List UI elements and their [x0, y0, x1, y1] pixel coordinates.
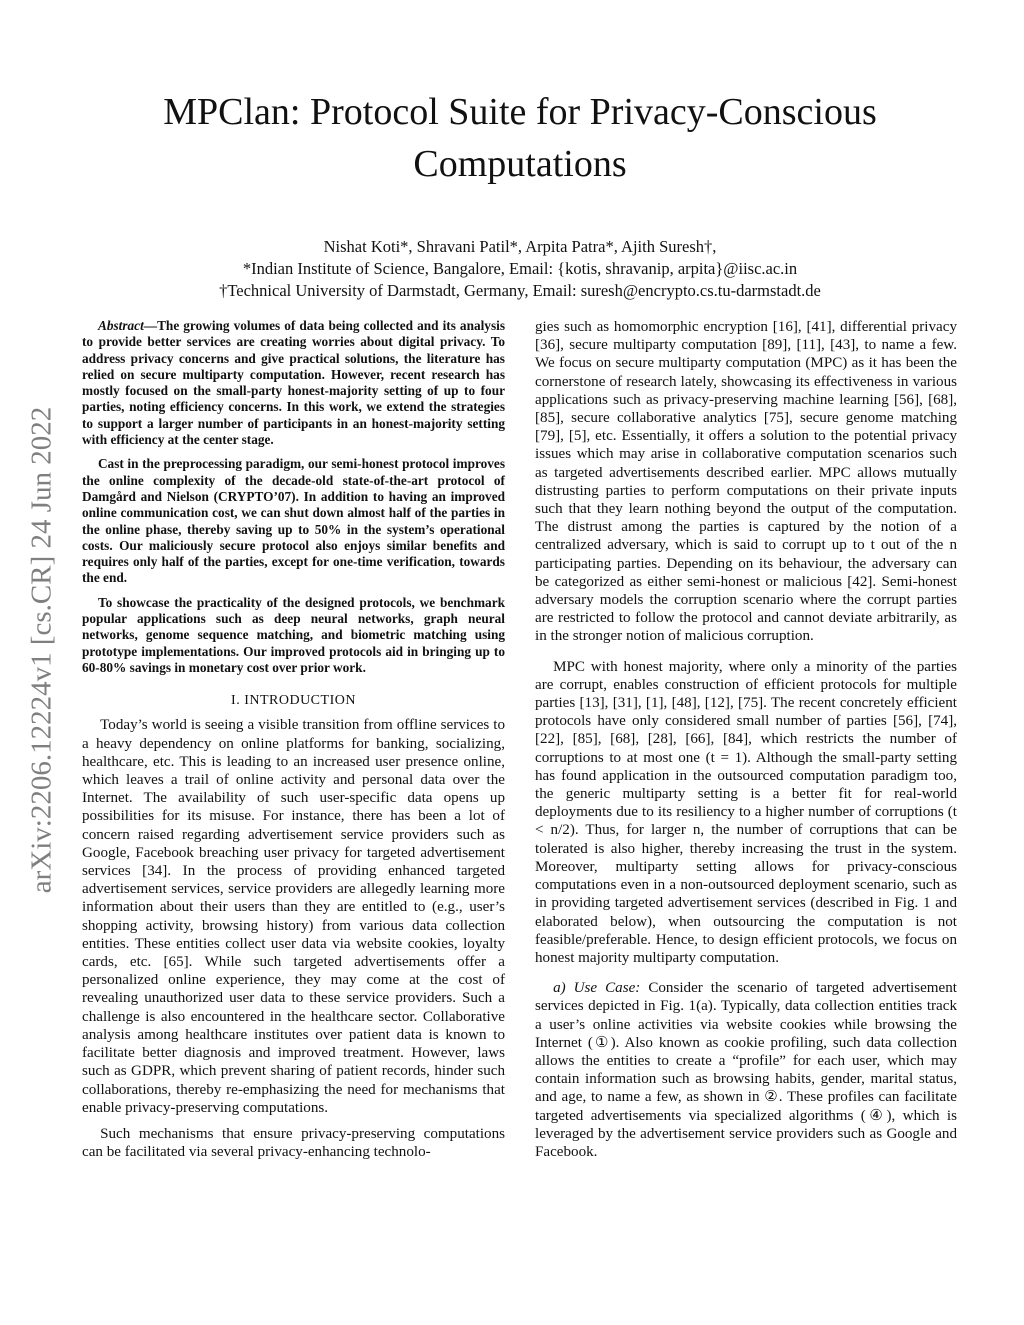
left-column	[82, 318, 505, 1161]
body-paragraph-honest-majority: MPC with honest majority, where only a minority of the parties are corrupt, enables construction of efficient protocols for multiple parties [13], [31], [1], [48], [12], [75]. The recent concretely efficient protocols have only considered small number of parties [56], [74], [22], [85], [68], [28], [66], [84], which restricts the number of corruptions to at most one (t = 1). Although the small-party setting has found application in the outsourced computation paradigm too, the generic multiparty setting is a better fit for real-world deployments due to its resiliency to a higher number of corruptions (t < n/2). Thus, for larger n, the number of corruptions that can be tolerated is also higher, thereby increasing the trust in the system. Moreover, multiparty setting allows for privacy-conscious computations even in a non-outsourced deployment scenario, such as in providing targeted advertisement services (described in Fig. 1 and elaborated below), when outsourcing the computation is not feasible/preferable. Hence, to design efficient protocols, we focus on honest majority multiparty computation.	[535, 658, 957, 966]
affiliation-tu-darmstadt: †Technical University of Darmstadt, Germany, Email: suresh@encrypto.cs.tu-darmstadt.de	[219, 281, 821, 300]
author-block	[100, 236, 940, 302]
body-paragraph-use-case: a) Use Case: Consider the scenario of targeted advertisement services depicted in Fig. 1(a). Typically, data collection entities track a user’s online activities via website cookies while browsing the Internet (①). Also known as cookie profiling, such data collection allows the entities to create a “profile” for each user, which may contain information such as browsing habits, gender, marital status, and age, to name a few, as shown in ②. These profiles can facilitate targeted advertisements via specialized algorithms (④), which is leveraged by the advertisement service providers such as Google and Facebook.	[535, 980, 957, 1160]
section-heading-introduction: I. INTRODUCTION	[231, 693, 356, 709]
right-column	[535, 318, 957, 1161]
paper-title	[100, 86, 940, 190]
intro-paragraph-1: Today’s world is seeing a visible transition from offline services to a heavy dependency on online platforms for banking, socializing, healthcare, etc. This is leading to an increased user presence online, which leaves a trail of online activity and personal data over the Internet. The availability of such user-specific data opens up possibilities for its misuse. For instance, there has been a lot of concern raised regarding advertisement service providers such as Google, Facebook breaching user privacy for targeted advertisement services [34]. In the process of providing enhanced targeted advertisement services, service providers are allegedly learning more information about their users than they are entitled to (e.g., user’s shopping activity, browsing history) from various data collection entities. These entities collect user data via website cookies, loyalty cards, etc. [65]. While such targeted advertisements offer a personalized online experience, they may come at the cost of revealing unauthorized user data to these service providers. Such a challenge is also encountered in the healthcare sector. Collaborative analysis among healthcare institutes over patient data is known to facilitate better diagnosis and improved treatment. However, laws such as GDPR, which prevent sharing of patient records, hinder such collaborations, thereby re-emphasizing the need for mechanisms that enable privacy-preserving computations.	[82, 717, 505, 1116]
intro-paragraph-2: Such mechanisms that ensure privacy-preserving computations can be facilitated via several privacy-enhancing technolo-	[82, 1125, 505, 1161]
abstract-paragraph-3: To showcase the practicality of the designed protocols, we benchmark popular applications such as deep neural networks, graph neural networks, genome sequence matching, and biometric matching using prototype implementations. Our improved protocols aid in bringing up to 60-80% savings in monetary cost over prior work.	[82, 594, 505, 675]
authors-line: Nishat Koti*, Shravani Patil*, Arpita Patra*, Ajith Suresh†,	[323, 237, 717, 256]
title-line-2: Computations	[413, 143, 627, 185]
body-paragraph-mpc-intro: gies such as homomorphic encryption [16], [41], differential privacy [36], secure multiparty computation [89], [11], [43], to name a few. We focus on secure multiparty computation (MPC) as it has been the cornerstone of research lately, showcasing its effectiveness in various applications such as privacy-preserving machine learning [56], [68], [85], secure collaborative analytics [75], secure genome matching [79], [5], etc. Essentially, it offers a solution to the potential privacy issues which may arise in collaborative computation scenarios such as targeted advertisements described earlier. MPC allows mutually distrusting parties to perform computations on their private inputs such that they learn nothing beyond the output of the computation. The distrust among the parties is captured by the notion of a centralized adversary, which is said to corrupt up to t out of the n participating parties. Depending on its behaviour, the adversary can be categorized as either semi-honest or malicious [42]. Semi-honest adversary models the corruption scenario where the corrupt parties are restricted to follow the protocol and cannot deviate arbitrarily, as in the stronger notion of malicious corruption.	[535, 319, 957, 645]
arxiv-stamp: arXiv:2206.12224v1 [cs.CR] 24 Jun 2022	[25, 406, 58, 894]
abstract	[82, 318, 505, 676]
abstract-paragraph-1: Abstract—The growing volumes of data being collected and its analysis to provide better services are creating worries about digital privacy. To address privacy concerns and give practical solutions, the literature has relied on secure multiparty computation. However, recent research has mostly focused on the small-party honest-majority setting of up to four parties, noting efficiency concerns. In this work, we extend the strategies to support a larger number of participants in an honest-majority setting with efficiency at the center stage.	[82, 318, 505, 448]
abstract-label: Abstract	[97, 318, 144, 333]
title-line-1: MPClan: Protocol Suite for Privacy-Conscious	[163, 91, 877, 133]
affiliation-iisc: *Indian Institute of Science, Bangalore, Email: {kotis, shravanip, arpita}@iisc.ac.in	[242, 259, 798, 278]
use-case-label: a) Use Case:	[553, 980, 641, 997]
abstract-paragraph-2: Cast in the preprocessing paradigm, our semi-honest protocol improves the online complexity of the decade-old state-of-the-art protocol of Damgård and Nielson (CRYPTO’07). In addition to having an improved online communication cost, we can shut down almost half of the parties in the online phase, thereby saving up to 50% in the system’s operational costs. Our maliciously secure protocol also enjoys similar benefits and requires only half of the parties, except for one-time verification, towards the end.	[82, 456, 505, 586]
